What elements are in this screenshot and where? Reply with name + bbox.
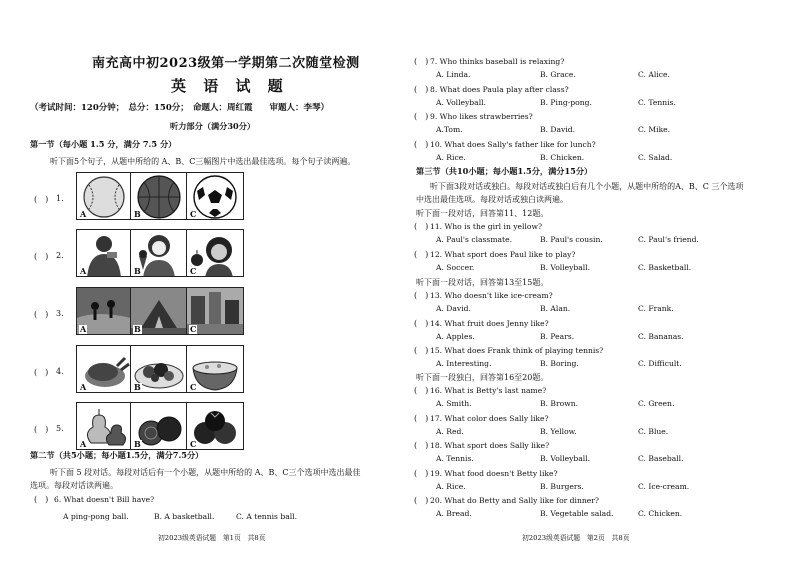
answer-option-c: C. Salad.: [638, 152, 673, 162]
answer-option-c: C. Paul's friend.: [638, 235, 699, 244]
question-text: 12. What sport does Paul like to play?: [430, 249, 576, 259]
picture-option-label: A: [80, 324, 87, 334]
question-number-3: 3.: [56, 309, 64, 318]
question-number-5: 5.: [56, 424, 64, 433]
answer-option-b: B. Grace.: [540, 70, 576, 79]
answer-option-b: B. Boring.: [540, 359, 579, 368]
picture-option-a[interactable]: [77, 403, 131, 449]
answer-paren-5[interactable]: ( ): [34, 425, 49, 434]
answer-paren[interactable]: ( ): [414, 441, 429, 450]
answer-option-b: B. Alan.: [540, 304, 571, 313]
picture-option-label: B: [134, 382, 141, 392]
answer-paren[interactable]: ( ): [414, 249, 429, 259]
answer-paren-3[interactable]: ( ): [34, 310, 49, 319]
section1-instructions: 听下面5个句子，从题中所给的 A、B、C三幅图片中选出最佳选项。每个句子读两遍。: [50, 157, 356, 166]
page2-footer: 初2023级英语试题 第2页 共8页: [522, 534, 630, 542]
answer-option-c: C. Chicken.: [638, 509, 683, 518]
answer-option-b: B. Volleyball.: [540, 262, 591, 272]
question-text: 15. What does Frank think of playing tennis?: [430, 346, 604, 355]
exam-title: 南充高中初2023级第一学期第二次随堂检测: [92, 56, 360, 71]
answer-option-c: C. Difficult.: [638, 359, 682, 368]
section2-instructions-line1: 听下面 5 段对话。每段对话后有一个小题，从题中所给的 A、B、C三个选项中选出最佳: [50, 468, 361, 477]
answer-option-c: C. Baseball.: [638, 454, 684, 463]
picture-option-a[interactable]: [77, 230, 131, 276]
answer-option-c: C. Alice.: [638, 70, 670, 79]
answer-paren-6[interactable]: ( ): [34, 495, 49, 504]
question-number-4: 4.: [56, 367, 64, 376]
question-number-1: 1.: [56, 194, 64, 203]
answer-paren[interactable]: ( ): [414, 291, 429, 300]
answer-option-a: A. Paul's classmate.: [436, 235, 513, 244]
answer-option-a: A. Bread.: [436, 509, 472, 518]
picture-option-label: A: [80, 439, 87, 449]
exam-meta-info: （考试时间：120分钟； 总分：150分； 命题人：周红霞 审题人：李琴）: [30, 103, 329, 113]
question-text: 8. What does Paula play after class?: [430, 84, 569, 94]
picture-row-2: [76, 229, 244, 277]
answer-option-a: A. Rice.: [436, 152, 466, 162]
picture-row-1: [76, 172, 244, 220]
answer-option-c: C. Basketball.: [638, 262, 692, 272]
answer-option-b: B. Chicken.: [540, 152, 585, 162]
page1-footer: 初2023级英语试题 第1页 共8页: [158, 534, 266, 542]
listening-header: 听力部分（满分30分）: [170, 121, 256, 131]
answer-option-c: C. Bananas.: [638, 331, 684, 341]
answer-option-c: C. Tennis.: [638, 97, 676, 107]
monologue-intro: 听下面一段独白，回答第16至20题。: [416, 373, 549, 382]
answer-paren-4[interactable]: ( ): [34, 368, 49, 377]
question-text: 13. Who doesn't like ice-cream?: [430, 291, 553, 300]
answer-paren[interactable]: ( ): [414, 346, 429, 355]
question-text: 11. Who is the girl in yellow?: [430, 222, 543, 231]
picture-option-label: C: [190, 382, 197, 392]
question-text: 9. Who likes strawberries?: [430, 112, 533, 121]
answer-paren[interactable]: ( ): [414, 318, 429, 328]
picture-option-label: B: [134, 439, 141, 449]
answer-option-a: A. Smith.: [436, 399, 472, 408]
picture-option-label: C: [190, 209, 197, 219]
answer-paren-2[interactable]: ( ): [34, 252, 49, 261]
exam-page-2: [404, 0, 794, 585]
answer-option-a: A. Linda.: [436, 70, 471, 79]
question-text: 14. What fruit does Jenny like?: [430, 318, 549, 328]
dialog2-intro: 听下面一段对话，回答第13至15题。: [416, 278, 549, 287]
picture-option-label: A: [80, 382, 87, 392]
section1-title: 第一节（每小题 1.5 分，满分 7.5 分）: [30, 139, 177, 149]
answer-paren[interactable]: ( ): [414, 413, 429, 423]
section3-instructions-line1: 听下面3段对话或独白。每段对话或独白后有几个小题，从题中所给的A、B、C 三个选项: [430, 182, 744, 191]
answer-option-b: B. Vegetable salad.: [540, 509, 614, 518]
section3-title: 第三节（共10小题；每小题1.5分，满分15分）: [416, 166, 593, 176]
picture-option-label: B: [134, 324, 141, 334]
answer-option-b: B. Paul's cousin.: [540, 235, 603, 244]
question-text: 20. What do Betty and Sally like for dinner?: [430, 496, 599, 505]
answer-paren[interactable]: ( ): [414, 222, 429, 231]
answer-option-a: A. Rice.: [436, 481, 466, 491]
question-text: 16. What is Betty's last name?: [430, 386, 547, 395]
picture-option-label: C: [190, 266, 197, 276]
answer-option-b: B. Volleyball.: [540, 454, 591, 463]
answer-option-a: A.Tom.: [436, 125, 463, 134]
answer-option-b: B. Brown.: [540, 399, 578, 408]
picture-row-3: [76, 287, 244, 335]
picture-option-label: B: [134, 209, 141, 219]
dialog1-intro: 听下面一段对话，回答第11、12题。: [416, 209, 549, 218]
answer-paren[interactable]: ( ): [414, 139, 429, 149]
question-text: 7. Who thinks baseball is relaxing?: [430, 57, 565, 66]
answer-option-b: B. Pears.: [540, 331, 575, 341]
question-text: 17. What color does Sally like?: [430, 413, 549, 423]
answer-option-a: A. Red.: [436, 426, 464, 436]
answer-option-c: C. Mike.: [638, 125, 671, 134]
answer-paren[interactable]: ( ): [414, 57, 429, 66]
picture-option-a[interactable]: [77, 288, 131, 334]
picture-option-label: C: [190, 324, 197, 334]
answer-option-c: C. Frank.: [638, 304, 674, 313]
question-text: 19. What food doesn't Betty like?: [430, 468, 558, 478]
answer-paren[interactable]: ( ): [414, 84, 429, 94]
answer-paren[interactable]: ( ): [414, 386, 429, 395]
section2-instructions-line2: 选项。每段对话读两遍。: [30, 481, 118, 490]
answer-option-a: A. Soccer.: [436, 262, 475, 272]
answer-option-c: C. Ice-cream.: [638, 481, 690, 491]
answer-option-b: B. Burgers.: [540, 481, 584, 491]
answer-paren[interactable]: ( ): [414, 468, 429, 478]
answer-option-a: A. Apples.: [436, 331, 475, 341]
answer-option-c: C. Blue.: [638, 426, 669, 436]
picture-option-b[interactable]: [131, 346, 187, 392]
picture-option-label: C: [190, 439, 197, 449]
answer-paren[interactable]: ( ): [414, 112, 429, 121]
exam-subtitle: 英 语 试 题: [171, 77, 289, 95]
section3-instructions-line2: 中选出最佳选项。每段对话或独白读两遍。: [416, 195, 568, 204]
picture-option-label: A: [80, 266, 87, 276]
picture-option-b[interactable]: [131, 288, 187, 334]
picture-option-b[interactable]: [131, 403, 187, 449]
answer-option-b: B. Ping-pong.: [540, 97, 592, 107]
picture-option-c[interactable]: [187, 403, 243, 449]
picture-option-c[interactable]: [187, 173, 243, 219]
answer-paren[interactable]: ( ): [414, 496, 429, 505]
answer-option-a: A. Tennis.: [436, 454, 474, 463]
question-text: 10. What does Sally's father like for lunch?: [430, 139, 596, 149]
question-6: 6. What doesn't Bill have?: [54, 495, 155, 504]
answer-option-c: C. Green.: [638, 399, 675, 408]
answer-option-a: A. David.: [436, 304, 471, 313]
question-number-2: 2.: [56, 251, 64, 260]
picture-option-c[interactable]: [187, 230, 243, 276]
picture-option-a[interactable]: [77, 346, 131, 392]
picture-option-b[interactable]: [131, 173, 187, 219]
section2-title: 第二节（共5小题；每小题1.5分，满分7.5分）: [30, 450, 204, 460]
picture-option-c[interactable]: [187, 346, 243, 392]
q6-option-a: A ping-pong ball.: [63, 512, 129, 521]
answer-paren-1[interactable]: ( ): [34, 195, 49, 204]
picture-option-label: B: [134, 266, 141, 276]
question-text: 18. What sport does Sally like?: [430, 441, 550, 450]
picture-row-4: [76, 345, 244, 393]
answer-option-b: B. David.: [540, 125, 576, 134]
picture-option-b[interactable]: [131, 230, 187, 276]
answer-option-a: A. Interesting.: [436, 359, 492, 368]
picture-option-a[interactable]: [77, 173, 131, 219]
q6-option-b: B. A basketball.: [154, 512, 215, 521]
picture-row-5: [76, 402, 244, 450]
picture-option-c[interactable]: [187, 288, 243, 334]
picture-option-label: A: [80, 209, 87, 219]
answer-option-b: B. Yellow.: [540, 426, 577, 436]
q6-option-c: C. A tennis ball.: [236, 512, 297, 521]
answer-option-a: A. Volleyball.: [436, 97, 486, 107]
